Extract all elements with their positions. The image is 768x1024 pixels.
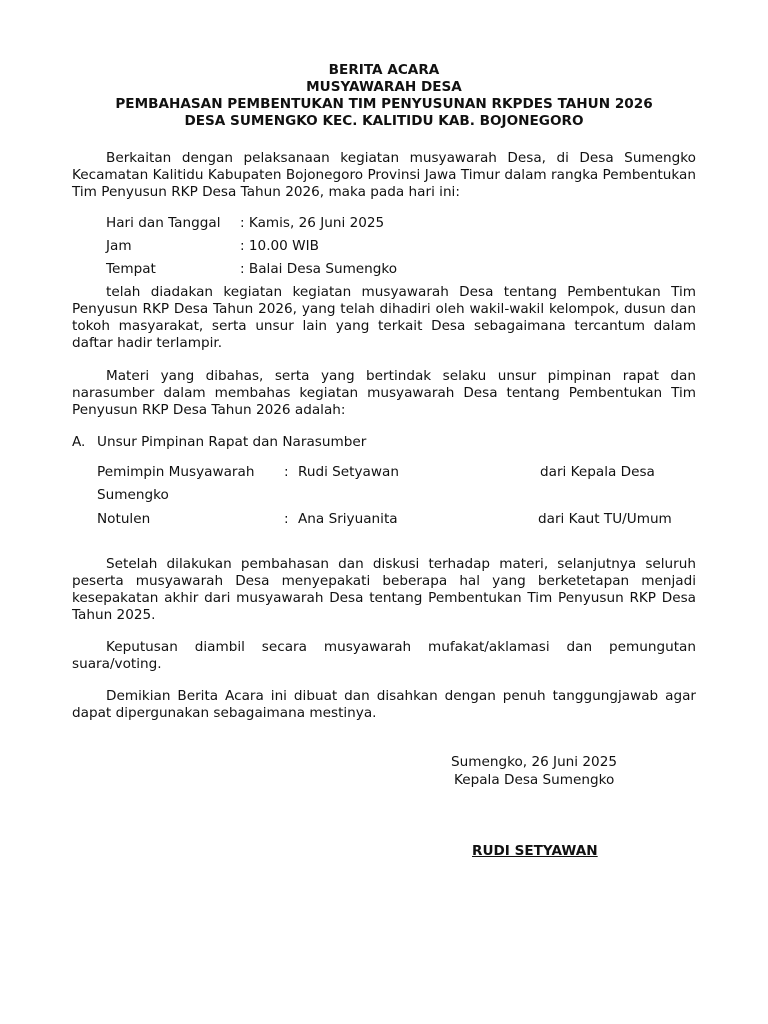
decision-paragraph: Keputusan diambil secara musyawarah mufakat/aklamasi dan pemungutan suara/voting.: [72, 639, 696, 672]
role-leader-origin: dari Kepala Desa: [540, 464, 655, 480]
detail-label-time: Jam: [106, 238, 132, 254]
role-leader-label: Pemimpin Musyawarah: [97, 464, 255, 480]
role-notulen-sep: :: [284, 511, 289, 527]
detail-value-place: : Balai Desa Sumengko: [240, 261, 398, 277]
agreement-paragraph: Setelah dilakukan pembahasan dan diskusi terhadap materi, selanjutnya seluruh peserta musyawarah Desa menyepakati beberapa hal yang berketetapan menjadi kesepakatan akhir dari musyawarah Desa tentang Pembentukan Tim Penyusun RKP Desa Tahun 2025.: [72, 556, 696, 623]
doc-title-line2: MUSYAWARAH DESA: [306, 79, 462, 95]
role-notulen-label: Notulen: [97, 511, 151, 527]
doc-title-line1: BERITA ACARA: [328, 62, 440, 78]
detail-value-time: : 10.00 WIB: [240, 238, 319, 254]
attendance-paragraph: telah diadakan kegiatan kegiatan musyawarah Desa tentang Pembentukan Tim Penyusun RKP Desa Tahun 2026, yang telah dihadiri oleh wakil-wakil kelompok, dusun dan tokoh masyarakat, serta unsur lain yang terkait Desa sebagaimana tercantum dalam daftar hadir terlampir.: [72, 284, 696, 351]
doc-title-line3: PEMBAHASAN PEMBENTUKAN TIM PENYUSUNAN RKPDES TAHUN 2026: [115, 96, 653, 112]
role-leader-name: Rudi Setyawan: [298, 464, 399, 480]
signature-name: RUDI SETYAWAN: [472, 843, 598, 859]
section-a-marker: A.: [72, 434, 86, 450]
section-a-title: Unsur Pimpinan Rapat dan Narasumber: [97, 434, 367, 450]
role-notulen-origin: dari Kaut TU/Umum: [538, 511, 672, 527]
role-notulen-name: Ana Sriyuanita: [298, 511, 398, 527]
detail-label-day: Hari dan Tanggal: [106, 215, 221, 231]
doc-title-line4: DESA SUMENGKO KEC. KALITIDU KAB. BOJONEGORO: [184, 113, 584, 129]
materials-paragraph: Materi yang dibahas, serta yang bertindak selaku unsur pimpinan rapat dan narasumber dalam membahas kegiatan musyawarah Desa tentang Pembentukan Tim Penyusun RKP Desa Tahun 2026 adalah:: [72, 368, 696, 418]
detail-value-day: : Kamis, 26 Juni 2025: [240, 215, 385, 231]
closing-paragraph: Demikian Berita Acara ini dibuat dan disahkan dengan penuh tanggungjawab agar dapat dipergunakan sebagaimana mestinya.: [72, 688, 696, 721]
role-leader-sep: :: [284, 464, 289, 480]
signature-place-date: Sumengko, 26 Juni 2025: [451, 754, 617, 770]
intro-paragraph: Berkaitan dengan pelaksanaan kegiatan musyawarah Desa, di Desa Sumengko Kecamatan Kalitidu Kabupaten Bojonegoro Provinsi Jawa Timur dalam rangka Pembentukan Tim Penyusun RKP Desa Tahun 2026, maka pada hari ini:: [72, 150, 696, 200]
detail-label-place: Tempat: [106, 261, 156, 277]
signature-position: Kepala Desa Sumengko: [454, 772, 615, 788]
role-leader-origin-cont: Sumengko: [97, 487, 169, 503]
